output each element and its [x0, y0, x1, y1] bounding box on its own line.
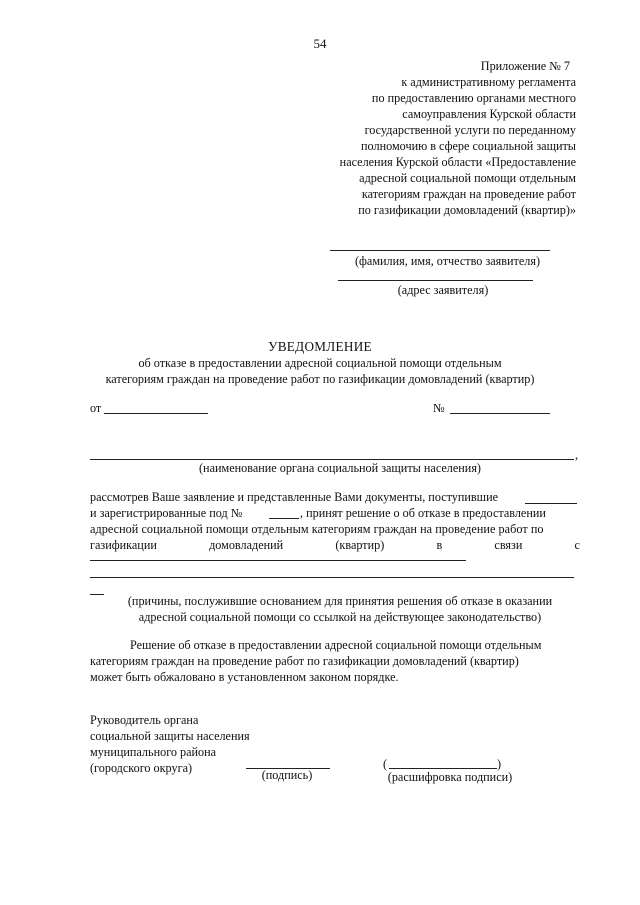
body-line-1: рассмотрев Ваше заявление и представленные Вами документы, поступившие — [90, 490, 498, 504]
applicant-name-line — [330, 250, 550, 251]
body-word: домовладений — [209, 538, 284, 552]
body-word: газификации — [90, 538, 157, 552]
appendix-line: по предоставлению органами местного — [371, 91, 576, 105]
appendix-line: государственной услуги по переданному — [364, 123, 576, 137]
applicant-address-caption: (адрес заявителя) — [397, 283, 489, 297]
appendix-line: категориям граждан на проведение работ — [361, 187, 576, 201]
decoding-line — [389, 768, 497, 769]
appeal-line-1: Решение об отказе в предоставлении адресной социальной помощи отдельным — [130, 638, 542, 652]
appendix-line: адресной социальной помощи отдельным — [359, 171, 576, 185]
from-date-line — [104, 413, 208, 414]
position-line: Руководитель органа — [90, 713, 199, 727]
notice-title: УВЕДОМЛЕНИЕ — [268, 339, 372, 354]
body-line-4 — [90, 538, 580, 553]
received-date-line — [525, 503, 577, 504]
signatory-position — [90, 712, 250, 776]
appendix-line: по газификации домовладений (квартир)» — [358, 203, 576, 217]
from-label: от — [90, 401, 102, 415]
appeal-line-3: может быть обжаловано в установленном законом порядке. — [90, 670, 399, 684]
appendix-line: населения Курской области «Предоставление — [339, 155, 576, 169]
decoding-open-paren: ( — [383, 757, 388, 771]
body-line-2b: , принят решение о об отказе в предоставлении — [300, 506, 546, 520]
appendix-line: самоуправления Курской области — [402, 107, 576, 121]
body-line-2a: и зарегистрированные под № — [90, 506, 243, 520]
reasons-line-1 — [90, 560, 466, 561]
reasons-caption-2: адресной социальной помощи со ссылкой на действующее законодательство) — [138, 610, 542, 624]
position-line: (городского округа) — [90, 761, 193, 775]
appeal-line-2: категориям граждан на проведение работ по газификации домовладений (квартир) — [90, 654, 519, 668]
number-label: № — [433, 401, 445, 415]
reasons-caption-1: (причины, послужившие основанием для принятия решения об отказе в оказании — [127, 594, 553, 608]
body-word: с — [574, 538, 580, 552]
number-line — [450, 413, 550, 414]
applicant-address-line — [338, 280, 533, 281]
appendix-header — [276, 58, 576, 218]
notice-subtitle-2: категориям граждан на проведение работ по газификации домовладений (квартир) — [105, 372, 535, 386]
decoding-caption: (расшифровка подписи) — [387, 770, 513, 784]
body-line-3: адресной социальной помощи отдельным категориям граждан на проведение работ по — [90, 522, 544, 536]
applicant-name-caption: (фамилия, имя, отчество заявителя) — [354, 254, 541, 268]
body-word: (квартир) — [335, 538, 385, 552]
notice-subtitle-1: об отказе в предоставлении адресной социальной помощи отдельным — [138, 356, 502, 370]
appendix-line: полномочию в сфере социальной защиты — [361, 139, 576, 153]
appendix-line: Приложение № 7 — [480, 59, 570, 73]
organ-caption: (наименование органа социальной защиты населения) — [198, 461, 481, 475]
position-line: муниципального района — [90, 745, 217, 759]
reasons-line-2 — [90, 577, 574, 578]
organ-name-line — [90, 459, 574, 460]
position-line: социальной защиты населения — [90, 729, 250, 743]
body-word: связи — [494, 538, 523, 552]
body-word: в — [436, 538, 443, 552]
decoding-close-paren: ) — [497, 757, 502, 771]
page-number: 54 — [313, 36, 327, 51]
signature-caption: (подпись) — [261, 768, 313, 782]
appendix-line: к административному регламента — [401, 75, 576, 89]
organ-line-comma: , — [575, 448, 579, 462]
registration-number-line — [269, 518, 299, 519]
